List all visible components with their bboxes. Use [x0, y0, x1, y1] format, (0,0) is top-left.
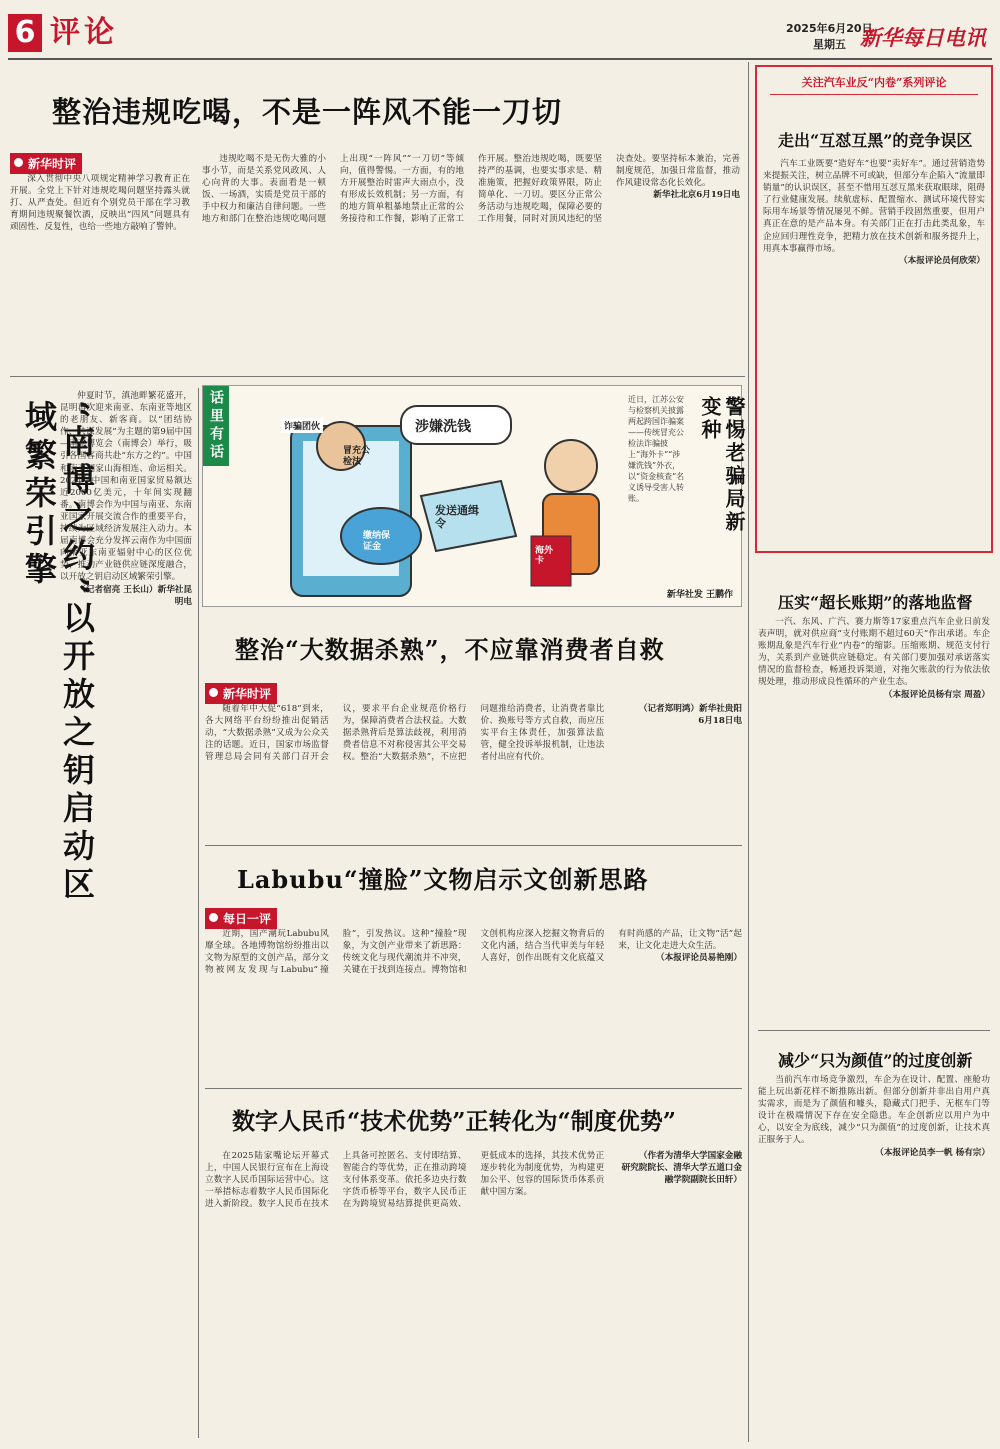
right-article3-byline: （本报评论员李一帆 杨有宗） [875, 1147, 990, 1158]
right-article3-title: 减少“只为颜值”的过度创新 [778, 1051, 973, 1070]
cartoon-label-overseas-card: 海外卡 [535, 546, 554, 566]
cartoon-label-impersonate: 冒充公检法 [343, 446, 371, 467]
cartoon-panel [202, 385, 746, 607]
right-article3-body: 当前汽车市场竞争激烈，车企为在设计、配置、座舱功能上玩出新花样不断推陈出新。但部分创新并非出自用户真实需求，而是为了颜值和噱头，隐藏式门把手、无框车门等设计在极端情况下存在安全隐患。车企创新应以用户为中心，以安全为底线，减少“只为颜值”的过度创新，让技术真正服务于人。 （本报评论员李一帆 杨有宗） [758, 1075, 990, 1158]
cartoon-label-fraud-gang: 诈骗团伙 [281, 418, 323, 433]
masthead-weekday: 星期五 [813, 38, 846, 51]
digital-rmb-article-title: 数字人民币“技术优势”正转化为“制度优势” [232, 1108, 676, 1135]
main-article-rule [10, 376, 745, 377]
labubu-article-body: 近期，国产潮玩Labubu风靡全球。各地博物馆纷纷推出以文物为原型的文创产品，部分文物被网友发现与Labubu“撞脸”，引发热议。这种“撞脸”现象，为文创产业带来了新思路：传统文化与现代潮流并不冲突，关键在于找到连接点。博物馆和文创机构应深入挖掘文物背后的文化内涵，结合当代审美与年轻人喜好，创作出既有文化底蕴又有时尚感的产品，让文物“活”起来，让文化走进大众生活。 （本报评论员易艳刚） [205, 929, 742, 976]
vertical-article-body: 仲夏时节，滇池畔繁花盛开，昆明再次迎来南亚、东南亚等地区的老朋友、新客商。以“团结协作、共谋发展”为主题的第9届中国—南亚博览会（南博会）举行，吸引各国客商共赴“东方之约”。中国和南亚国家山海相连、命运相关。2024年中国和南亚国家贸易额达近2000亿美元，十年间实现翻番。南博会作为中国与南亚、东南亚国家开展交流合作的重要平台，持续为区域经济发展注入动力。本届南博会充分发挥云南作为中国面向南亚东南亚辐射中心的区位优势，推动产业链供应链深度融合，以开放之钥启动区域繁荣引擎。 （记者宿亮 王长山）新华社昆明电 [60, 391, 192, 607]
bigdata-article-tag: 新华时评 [205, 683, 277, 704]
right-series-banner: 关注汽车业反“内卷”系列评论 [770, 74, 978, 95]
main-article-lead: 深入贯彻中央八项规定精神学习教育正在开展。全党上下针对违规吃喝问题坚持露头就打、从严查处。但近有个别党员干部在学习教育期间违规聚餐饮酒，反映出“四风”问题具有顽固性、反复性，也给一些地方敲响了警钟。 [10, 174, 190, 233]
labubu-article-byline: （本报评论员易艳刚） [656, 953, 742, 964]
vertical-article-byline: （记者宿亮 王长山）新华社昆明电 [77, 584, 192, 607]
bigdata-article-byline: （记者郑明鸿）新华社贵阳6月18日电 [638, 704, 742, 727]
digital-rmb-article-body: 在2025陆家嘴论坛开幕式上，中国人民银行宣布在上海设立数字人民币国际运营中心。这一举措标志着数字人民币国际化进入新阶段。数字人民币在技术上具备可控匿名、支付即结算、智能合约等优势，正在推动跨境支付体系变革。依托多边央行数字货币桥等平台，数字人民币正在为跨境贸易结算提供更高效、更低成本的选择，其技术优势正逐步转化为制度优势，为构建更加公平、包容的国际货币体系贡献中国方案。 （作者为清华大学国家金融研究院院长、清华大学五道口金融学院副院长田轩） [205, 1151, 742, 1210]
right-article2-byline: （本报评论员杨有宗 周盈） [883, 689, 990, 700]
cartoon-caption: 近日，江苏公安与检察机关披露两起跨国诈骗案——传统冒充公检法诈骗披上“海外卡”“涉嫌洗钱”外衣，以“资金核查”名义诱导受害人转账。 [628, 395, 685, 503]
labubu-article-title: Labubu“撞脸”文物启示文创新思路 [237, 865, 649, 894]
cartoon-label-deposit: 缴纳保证金 [363, 531, 391, 552]
page-number-box: 6 [8, 14, 42, 52]
main-article-body: 违规吃喝不是无伤大雅的小事小节，而是关系党风政风、人心向背的大事。表面看是一顿饭、一场酒，实质是党员干部的手中权力和廉洁自律问题。一些地方和部门在整治违规吃喝问题上出现“一阵风”“一刀切”等倾向，值得警惕。一方面，有的地方开展整治时雷声大雨点小，没有形成长效机制；另一方面，有的地方简单粗暴地禁止正常的公务接待和工作餐，影响了正常工作开展。整治违规吃喝，既要坚持严的基调，也要实事求是、精准施策，把握好政策界限，防止简单化、一刀切。要区分正常公务活动与违规吃喝，保障必要的工作用餐，同时对顶风违纪的坚决查处。要坚持标本兼治，完善制度规范，加强日常监督，推动作风建设常态化长效化。 新华社北京6月19日电 [202, 154, 740, 225]
digital-rmb-article-byline: （作者为清华大学国家金融研究院院长、清华大学五道口金融学院副院长田轩） [621, 1151, 742, 1186]
main-article-title: 整治违规吃喝，不是一阵风不能一刀切 [52, 95, 563, 129]
right-article2-rule [758, 1030, 990, 1031]
right-article2-title: 压实“超长账期”的落地监督 [778, 593, 973, 612]
right-article1-body: 汽车工业既要“造好车”也要“卖好车”。通过营销造势来提振关注，树立品牌不可或缺，但部分车企陷入“流量即销量”的认识误区，甚至不惜用互怼互黑来获取眼球，阻碍了行业健康发展。续航虚标、配置缩水、测试环境代替实际用车场景等情况屡见不鲜。营销手段固然重要，但用户真正在意的是产品本身。有关部门正在打击此类乱象，车企应回归理性竞争，把精力放在技术创新和服务提升上，用真本事赢得市场。 （本报评论员何欣荣） [763, 159, 985, 266]
right-article1-byline: （本报评论员何欣荣） [899, 255, 985, 266]
vertical-article-divider [198, 388, 199, 1438]
cartoon-author: 新华社发 王鹏作 [666, 590, 733, 600]
masthead-paper-name: 新华每日电讯 [860, 25, 986, 50]
masthead-rule [8, 58, 992, 60]
right-article1-title: 走出“互怼互黑”的竞争误区 [778, 131, 973, 150]
labubu-article-rule [205, 1088, 742, 1089]
bigdata-article-title: 整治“大数据杀熟”，不应靠消费者自救 [235, 635, 665, 664]
cartoon-label-warrant: 发送通缉令 [435, 504, 479, 530]
main-article-tag: 新华时评 [10, 153, 82, 174]
right-article2-body: 一汽、东风、广汽、赛力斯等17家重点汽车企业日前发表声明，就对供应商“支付账期不超过60天”作出承诺。车企账期乱象是汽车行业“内卷”的缩影。压缩账期、规范支付行为，关系到产业链供应链稳定。有关部门要加强对承诺落实情况的监督检查，畅通投诉渠道，对拖欠账款的行为依法依规处理，推动形成良性循环的产业生态。 （本报评论员杨有宗 周盈） [758, 617, 990, 700]
bigdata-article-body: 随着年中大促“618”到来，各大网络平台纷纷推出促销活动，“大数据杀熟”又成为公众关注的话题。近日，国家市场监督管理总局会同有关部门召开会议，要求平台企业规范价格行为，保障消费者合法权益。大数据杀熟背后是算法歧视，利用消费者信息不对称侵害其公平交易权。整治“大数据杀熟”，不应把问题推给消费者，让消费者靠比价、换账号等方式自救，而应压实平台主体责任，加强算法监管，健全投诉举报机制，让违法者付出应有代价。 （记者郑明鸿）新华社贵阳6月18日电 [205, 704, 742, 763]
masthead-date: 2025年6月20日 [786, 22, 873, 35]
vertical-article-title: “南博之约”以开放之钥启动区域繁荣引擎 [20, 400, 96, 905]
cartoon-victim-head [545, 440, 597, 492]
section-title: 评论 [50, 15, 118, 50]
cartoon-label-laundering: 涉嫌洗钱 [415, 419, 471, 435]
labubu-article-tag: 每日一评 [205, 908, 277, 929]
right-column-divider [748, 62, 749, 1442]
cartoon-label: 话里有话 [203, 386, 229, 466]
main-article-byline: 新华社北京6月19日电 [653, 190, 740, 201]
cartoon-side-title: 警惕老骗局新变种 [698, 396, 746, 534]
bigdata-article-rule [205, 845, 742, 846]
